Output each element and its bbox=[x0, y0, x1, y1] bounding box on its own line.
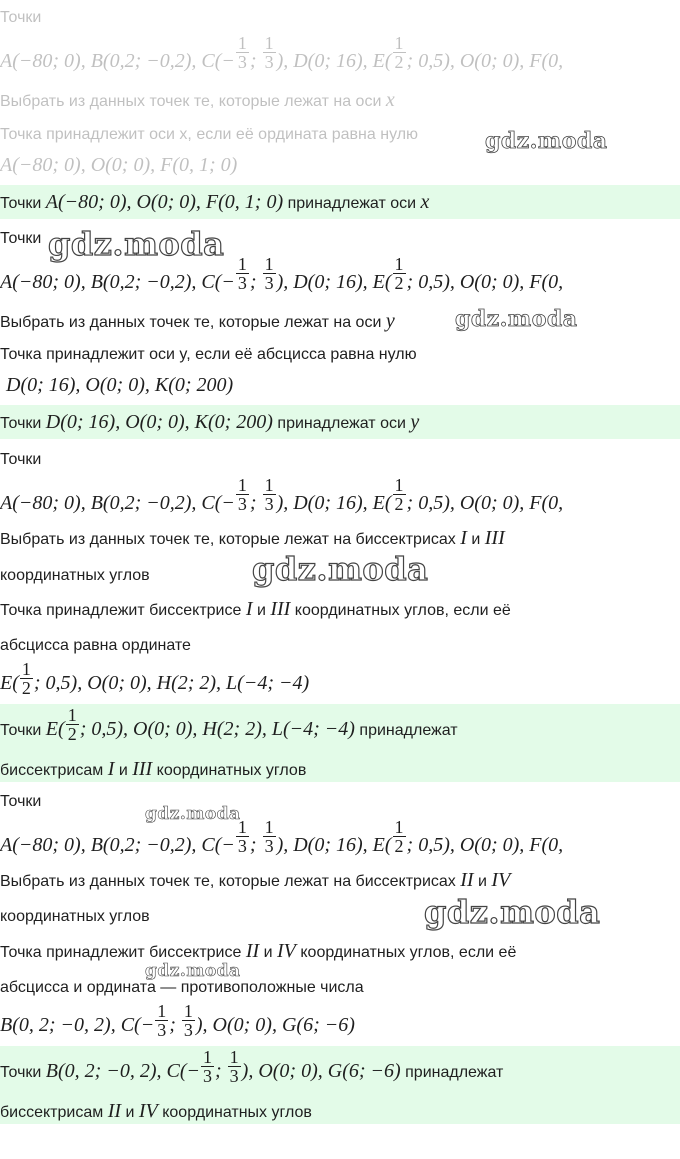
rule-text: Точка принадлежит оси x, если её ордината равна нулю bbox=[0, 126, 419, 143]
points-list: A(−80; 0), B(0,2; −0,2), C(− $\frac{1}{3}$ ; $\frac{1}{3}$ ), D(0; 16), E( $\frac{1}{2}$ ; 0,5), O(0; 0), F(0, bbox=[0, 476, 564, 514]
points-part-1: A(−80; 0), B(0,2; −0,2), C(− bbox=[0, 49, 235, 72]
fraction-one-half: $\frac{1}{2}$ bbox=[394, 818, 404, 856]
selected-points: B(0, 2; −0, 2), C(− $\frac{1}{3}$ ; $\frac{1}{3}$ ), O(0; 0), G(6; −6) bbox=[0, 1002, 355, 1040]
points-part-4: ; 0,5), O(0; 0), F(0, bbox=[406, 49, 564, 72]
task-text: Выбрать из данных точек те, которые лежат на биссектрисах I и III bbox=[0, 528, 505, 549]
points-label: Точки bbox=[0, 9, 42, 26]
fraction-one-third: $\frac{1}{3}$ bbox=[237, 818, 247, 856]
watermark-logo: gdz.moda bbox=[145, 961, 241, 981]
selected-points: A(−80; 0), O(0; 0), F(0, 1; 0) bbox=[0, 154, 238, 176]
points-label: Точки bbox=[0, 451, 42, 468]
rule-text: Точка принадлежит оси y, если её абсцисса равна нулю bbox=[0, 346, 417, 363]
fraction-one-third: $\frac{1}{3}$ bbox=[237, 255, 247, 293]
fraction-one-third: $\frac{1}{3}$ bbox=[183, 1002, 193, 1040]
fraction-one-third: $\frac{1}{3}$ bbox=[264, 476, 274, 514]
task-tail: координатных углов bbox=[0, 908, 150, 925]
fraction-one-half: $\frac{1}{2}$ bbox=[21, 660, 31, 698]
selected-points: D(0; 16), O(0; 0), K(0; 200) bbox=[6, 374, 234, 396]
answer-box-y: Точки D(0; 16), O(0; 0), K(0; 200) принадлежат оси y bbox=[0, 405, 680, 439]
rule-tail: абсцисса равна ординате bbox=[0, 637, 191, 654]
points-part-2: ; bbox=[249, 49, 262, 72]
fraction-one-third: $\frac{1}{3}$ bbox=[264, 34, 274, 72]
task-tail: координатных углов bbox=[0, 567, 150, 584]
rule-text: Точка принадлежит биссектрисе I и III координатных углов, если её bbox=[0, 599, 511, 620]
fraction-one-third: $\frac{1}{3}$ bbox=[203, 1047, 212, 1086]
watermark-logo: gdz.moda bbox=[145, 804, 241, 824]
watermark-logo: gdz.moda bbox=[424, 893, 601, 931]
fraction-one-third: $\frac{1}{3}$ bbox=[229, 1047, 239, 1086]
task-text: Выбрать из данных точек те, которые лежат на биссектрисах II и IV bbox=[0, 870, 511, 891]
watermark-logo: gdz.moda bbox=[455, 306, 578, 332]
fraction-one-third: $\frac{1}{3}$ bbox=[157, 1002, 167, 1040]
fraction-one-half: $\frac{1}{2}$ bbox=[394, 476, 404, 514]
answer-box-bisectors-2-4: Точки B(0, 2; −0, 2), C(− $\frac{1}{3}$ ; $\frac{1}{3}$ ), O(0; 0), G(6; −6) принадлежат биссектрисам II и IV координатных углов bbox=[0, 1046, 680, 1124]
points-list bbox=[0, 34, 680, 84]
selected-points: E( $\frac{1}{2}$ ; 0,5), O(0; 0), H(2; 2), L(−4; −4) bbox=[0, 660, 310, 698]
watermark-logo: gdz.moda bbox=[252, 550, 429, 588]
points-list: A(−80; 0), B(0,2; −0,2), C(− $\frac{1}{3}$ ; $\frac{1}{3}$ ), D(0; 16), E( $\frac{1}{2}$ ; 0,5), O(0; 0), F(0, bbox=[0, 818, 564, 856]
fraction-one-third: $\frac{1}{3}$ bbox=[264, 255, 274, 293]
rule-tail: абсцисса и ордината — противоположные числа bbox=[0, 979, 364, 996]
watermark-logo: gdz.moda bbox=[48, 225, 225, 263]
fraction-one-third: $\frac{1}{3}$ bbox=[237, 476, 247, 514]
task-text: Выбрать из данных точек те, которые лежат на оси x bbox=[0, 90, 395, 111]
watermark-logo: gdz.moda bbox=[485, 128, 608, 154]
fraction-one-third: $\frac{1}{3}$ bbox=[237, 34, 247, 72]
fraction-one-third: $\frac{1}{3}$ bbox=[264, 818, 274, 856]
points-part-3: ), D(0; 16), E( bbox=[276, 49, 392, 72]
answer-box-x: Точки A(−80; 0), O(0; 0), F(0, 1; 0) принадлежат оси x bbox=[0, 185, 680, 219]
points-list: A(−80; 0), B(0,2; −0,2), C(− $\frac{1}{3}$ ; $\frac{1}{3}$ ), D(0; 16), E( $\frac{1}{2}$ ; 0,5), O(0; 0), F(0, bbox=[0, 255, 564, 293]
rule-text: Точка принадлежит биссектрисе II и IV координатных углов, если её bbox=[0, 941, 517, 962]
fraction-one-half: $\frac{1}{2}$ bbox=[67, 705, 77, 744]
fraction-one-half: $\frac{1}{2}$ bbox=[394, 34, 404, 72]
points-label: Точки bbox=[0, 230, 42, 247]
fraction-one-half: $\frac{1}{2}$ bbox=[394, 255, 404, 293]
task-text: Выбрать из данных точек те, которые лежат на оси y bbox=[0, 311, 395, 332]
points-label: Точки bbox=[0, 793, 42, 810]
answer-box-bisectors-1-3: Точки E( $\frac{1}{2}$ ; 0,5), O(0; 0), H(2; 2), L(−4; −4) принадлежат биссектрисам I и III координатных углов bbox=[0, 704, 680, 782]
